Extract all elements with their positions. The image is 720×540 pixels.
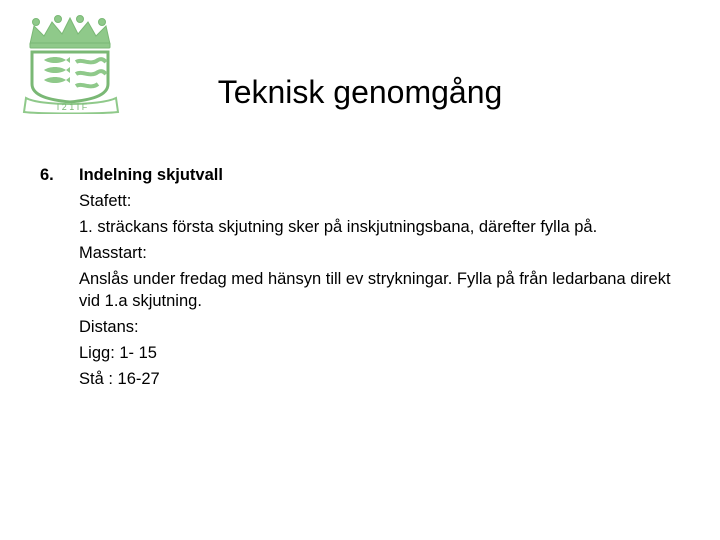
slide-content [40,162,680,392]
slide-title: Teknisk genomgång [217,74,503,110]
item-body [79,162,680,392]
line-masstart-text: Anslås under fredag med hänsyn till ev strykningar. Fylla på från ledarbana direkt vid 1.a skjutning. [79,270,671,310]
line-stafett-label: Stafett: [79,192,132,210]
line-stafett-text: 1. sträckans första skjutning sker på inskjutningsbana, därefter fylla på. [79,218,598,236]
list-item [40,162,680,392]
item-number: 6. [40,166,54,184]
line-distans-label: Distans: [79,318,139,336]
line-sta: Stå : 16-27 [79,370,160,388]
crest-banner-text: I 2 1 I F [56,102,88,112]
item-heading: Indelning skjutvall [79,166,223,184]
line-masstart-label: Masstart: [79,244,147,262]
club-crest-icon [20,14,124,114]
line-ligg: Ligg: 1- 15 [79,344,157,362]
